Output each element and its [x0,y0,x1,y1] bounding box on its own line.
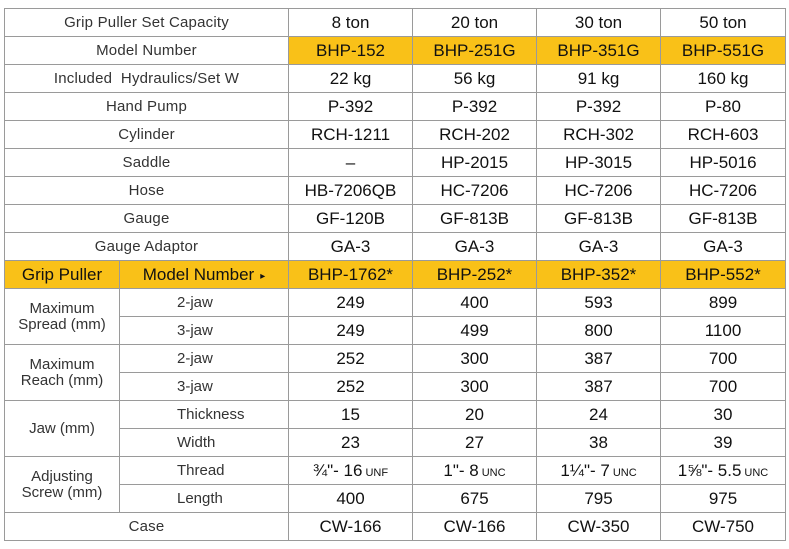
value-cell: HC-7206 [661,177,786,205]
table-row [5,121,786,149]
spec-table [4,8,786,541]
table-row [5,457,786,485]
row-label: Cylinder [5,121,289,149]
model-cell: BHP-252* [413,261,537,289]
value-cell: 400 [413,289,537,317]
model-cell: BHP-1762* [289,261,413,289]
table-row [5,65,786,93]
value-cell: 56 kg [413,65,537,93]
value-cell: P-80 [661,93,786,121]
group-label-line: Adjusting [31,467,93,485]
thread-cell [289,457,413,485]
value-cell: CW-166 [289,513,413,541]
value-cell: 300 [413,345,537,373]
value-cell: 249 [289,317,413,345]
group-label-line: Screw (mm) [21,483,103,501]
sub-label: 3-jaw [120,317,289,345]
value-cell: 499 [413,317,537,345]
thread-value: 1⅝"- 5.5 [677,460,742,480]
value-cell: RCH-1211 [289,121,413,149]
table-row [5,429,786,457]
value-cell: 800 [537,317,661,345]
table-row [5,37,786,65]
value-cell: 675 [413,485,537,513]
value-cell: GF-120B [289,205,413,233]
sub-label: Width [120,429,289,457]
capacity-30-ton: 30 ton [537,9,661,37]
row-label: Hose [5,177,289,205]
model-cell: BHP-251G [413,37,537,65]
value-cell: 1100 [661,317,786,345]
value-cell: HP-5016 [661,149,786,177]
sub-label: 3-jaw [120,373,289,401]
value-cell: CW-750 [661,513,786,541]
value-cell: 24 [537,401,661,429]
value-cell: GF-813B [413,205,537,233]
value-cell: 700 [661,345,786,373]
table-row [5,233,786,261]
value-cell: 39 [661,429,786,457]
group-label [5,345,120,401]
value-cell: 387 [537,345,661,373]
thread-cell [661,457,786,485]
sub-label: Length [120,485,289,513]
table-row [5,513,786,541]
value-cell: RCH-603 [661,121,786,149]
value-cell: CW-166 [413,513,537,541]
group-label [5,289,120,345]
value-cell: 899 [661,289,786,317]
value-cell: GF-813B [537,205,661,233]
value-cell: 22 kg [289,65,413,93]
thread-cell [537,457,661,485]
group-label-line: Spread (mm) [18,315,106,333]
group-label-line: Reach (mm) [20,371,104,389]
value-cell: 387 [537,373,661,401]
grip-puller-model-label [120,261,289,289]
value-cell: CW-350 [537,513,661,541]
triangle-right-icon: ▸ [260,270,266,282]
table-row [5,317,786,345]
row-label: Gauge Adaptor [5,233,289,261]
group-label [5,401,120,457]
value-cell: GA-3 [413,233,537,261]
row-label: Saddle [5,149,289,177]
capacity-header-row [5,9,786,37]
value-cell: 91 kg [537,65,661,93]
thread-unit: UNC [612,466,637,479]
row-label: Included Hydraulics/Set W [5,65,289,93]
value-cell: 300 [413,373,537,401]
group-label-line: Maximum [29,299,95,317]
row-label: Case [5,513,289,541]
table-row [5,345,786,373]
value-cell: GA-3 [289,233,413,261]
sub-label: Thickness [120,401,289,429]
capacity-8-ton: 8 ton [289,9,413,37]
value-cell: P-392 [413,93,537,121]
value-cell: HP-3015 [537,149,661,177]
value-cell: RCH-302 [537,121,661,149]
table-row [5,149,786,177]
value-cell: P-392 [537,93,661,121]
table-row [5,93,786,121]
thread-value: 1¼"- 7 [560,460,610,480]
value-cell: HP-2015 [413,149,537,177]
value-cell: 795 [537,485,661,513]
row-label: Gauge [5,205,289,233]
model-number-label: Model Number [142,264,255,284]
table-row [5,373,786,401]
group-label [5,457,120,513]
thread-value: 1"- 8 [443,460,479,480]
value-cell: 20 [413,401,537,429]
value-cell: 249 [289,289,413,317]
table-row [5,485,786,513]
group-label-line: Maximum [29,355,95,373]
value-cell: 700 [661,373,786,401]
value-cell: 252 [289,373,413,401]
model-cell: BHP-552* [661,261,786,289]
table-row [5,205,786,233]
value-cell: GA-3 [537,233,661,261]
capacity-20-ton: 20 ton [413,9,537,37]
value-cell: 38 [537,429,661,457]
sub-label: Thread [120,457,289,485]
value-cell: 160 kg [661,65,786,93]
thread-unit: UNF [365,466,389,479]
capacity-50-ton: 50 ton [661,9,786,37]
model-cell: BHP-351G [537,37,661,65]
table-row [5,401,786,429]
value-cell: HC-7206 [413,177,537,205]
model-cell: BHP-352* [537,261,661,289]
sub-label: 2-jaw [120,345,289,373]
value-cell: GF-813B [661,205,786,233]
model-cell: BHP-152 [289,37,413,65]
value-cell: RCH-202 [413,121,537,149]
grip-puller-label: Grip Puller [5,261,120,289]
thread-cell [413,457,537,485]
value-cell: HB-7206QB [289,177,413,205]
row-label: Model Number [5,37,289,65]
value-cell: 400 [289,485,413,513]
value-cell: 30 [661,401,786,429]
value-cell: 975 [661,485,786,513]
thread-value: ¾"- 16 [312,460,363,480]
thread-unit: UNC [744,466,769,479]
model-cell: BHP-551G [661,37,786,65]
table-row [5,177,786,205]
capacity-label: Grip Puller Set Capacity [5,9,289,37]
value-cell: 252 [289,345,413,373]
value-cell: 593 [537,289,661,317]
value-cell: 15 [289,401,413,429]
value-cell: 27 [413,429,537,457]
value-cell: – [289,149,413,177]
value-cell: GA-3 [661,233,786,261]
grip-puller-row [5,261,786,289]
row-label: Hand Pump [5,93,289,121]
value-cell: HC-7206 [537,177,661,205]
group-label-line: Jaw (mm) [29,419,95,437]
value-cell: 23 [289,429,413,457]
sub-label: 2-jaw [120,289,289,317]
table-row [5,289,786,317]
value-cell: P-392 [289,93,413,121]
thread-unit: UNC [481,466,506,479]
